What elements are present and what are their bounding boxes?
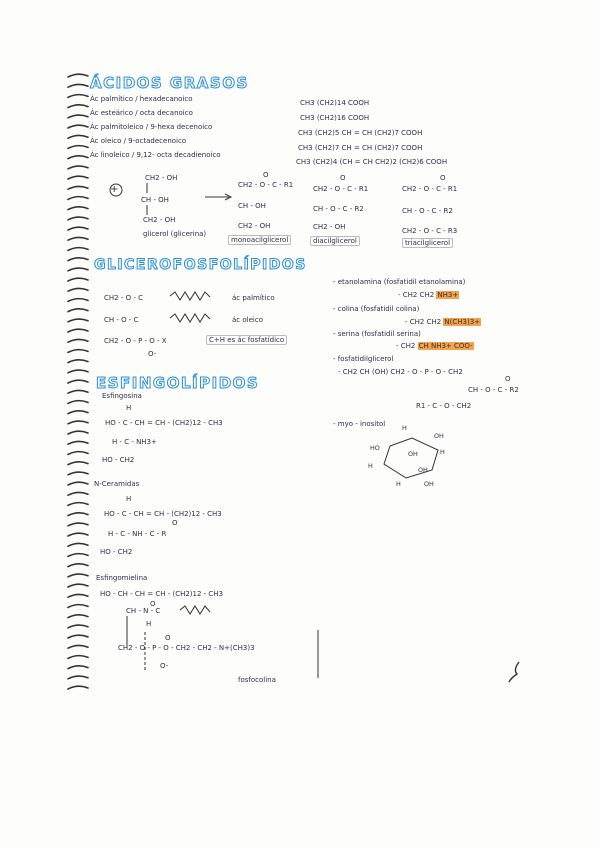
spiral-coil [68,166,88,169]
fatty-acid-formula: CH3 (CH2)7 CH = CH (CH2)7 COOH [298,144,423,152]
ring-atom: HO [370,444,380,452]
spiral-coil [68,248,88,251]
esfingomielina-row: O [150,600,156,608]
ceramidas-row: H [126,495,132,503]
fatty-acid-name: Ác esteárico / octa decanoico [90,109,193,117]
ring-atom: OH [408,450,418,458]
ceramidas-row: HO - CH2 [100,548,133,556]
spiral-coil [68,370,88,373]
esfingosina-row: H [126,404,132,412]
spiral-coil [68,105,88,108]
spiral-coil [68,533,88,536]
spiral-coil [68,676,88,679]
pg-tail: R1 - C - O - CH2 [416,402,472,410]
spiral-coil [68,146,88,149]
spiral-coil [68,472,88,475]
o-minus: O- [148,350,157,358]
spiral-coil [68,288,88,291]
spiral-coil [68,329,88,332]
spiral-coil [68,452,88,455]
spiral-coil [68,197,88,200]
bond-lines [145,183,149,217]
esfingosina-title: Esfingosina [102,392,142,400]
esfingomielina-row: CH - N - C [126,607,161,615]
spiral-coil [68,207,88,210]
x-group-formula: - CH2 CH (OH) CH2 - O - P - O - CH2 [338,368,463,376]
spiral-coil [68,554,88,557]
x-group-formula: - CH2 CH2 NH3+ [398,291,459,299]
spiral-coil [68,350,88,353]
pen-mark [505,660,525,684]
spiral-binding [66,70,92,700]
acyl-row: CH2 - OH [238,222,271,230]
reaction-arrow [205,193,233,201]
glycerol-row: CH - OH [141,196,169,204]
ceramidas-title: N-Ceramidas [94,480,140,488]
fatty-chains [170,291,220,331]
spiral-coil [68,309,88,312]
fatty-acid-name: Ác linoleico / 9,12- octa decadienoico [90,151,221,159]
esfingosina-row: HO - C - CH = CH - (CH2)12 - CH3 [105,419,223,427]
spiral-coil [68,237,88,240]
spiral-coil [68,421,88,424]
spiral-coil [68,615,88,618]
spiral-coil [68,431,88,434]
spiral-coil [68,176,88,179]
spiral-coil [68,503,88,506]
acyl-row: CH2 - O - C - R1 [313,185,369,193]
esfingosina-row: H - C - NH3+ [112,438,157,446]
spiral-coil [68,513,88,516]
ring-atom: OH [434,432,444,440]
x-group-label: - colina (fosfatidil colina) [333,305,420,313]
spiral-coil [68,523,88,526]
spiral-coil [68,268,88,271]
ceramidas-row: HO - C - CH = CH - (CH2)12 - CH3 [104,510,222,518]
spiral-coil [68,84,88,87]
x-group-label: - serina (fosfatidil serina) [333,330,421,338]
diacylglycerol-caption: diacilglicerol [310,236,360,246]
spiral-coil [68,492,88,495]
spiral-coil [68,574,88,577]
heading-acidos-grasos: ÁCIDOS GRASOS [90,74,249,92]
pg-tail: CH - O - C - R2 [468,386,519,394]
acyl-row: CH2 - O - C - R1 [402,185,458,193]
esfingosina-row: HO - CH2 [102,456,135,464]
fatty-acid-formula: CH3 (CH2)5 CH = CH (CH2)7 COOH [298,129,423,137]
label-palmitico: ác palmítico [232,294,275,302]
fatty-acid-formula: CH3 (CH2)16 COOH [300,114,370,122]
spiral-coil [68,635,88,638]
spiral-coil [68,258,88,261]
esfingomielina-row: HO - CH - CH = CH - (CH2)12 - CH3 [100,590,224,598]
spiral-coil [68,441,88,444]
ring-atom: H [368,462,373,470]
ring-atom: H [402,424,407,432]
spiral-coil [68,564,88,567]
triacylglycerol-caption: triacilglicerol [402,238,453,248]
glycerol-caption: glicerol (glicerina) [143,230,207,238]
spiral-coil [68,411,88,414]
acyl-row: CH2 - OH [313,223,346,231]
highlight: NH3+ [437,291,459,299]
x-group-formula: - CH2 CH NH3+ COO- [396,342,473,350]
fatty-acid-name: Ác oleico / 9-octadecenoico [90,137,187,145]
spiral-coil [68,95,88,98]
spiral-coil [68,74,88,77]
spiral-coil [68,390,88,393]
esfingomielina-row: O- [160,662,169,670]
spiral-coil [68,186,88,189]
spiral-coil [68,645,88,648]
heading-glicerofosfolipidos: GLICEROFOSFOLÍPIDOS [94,257,307,273]
acyl-row: CH - O - C - R2 [402,207,453,215]
spiral-coil [68,125,88,128]
heading-esfingolipidos: ESFINGOLÍPIDOS [96,374,260,392]
spiral-coil [68,656,88,659]
acyl-row: CH2 - O - C - R1 [238,181,294,189]
acyl-row: O [263,171,269,179]
spiral-coil [68,666,88,669]
spiral-coil [68,594,88,597]
spiral-coil [68,115,88,118]
x-group-label: - fosfatidilglicerol [333,355,394,363]
inositol-ring [376,430,456,490]
myo-inositol-label: - myo - inositol [333,420,386,428]
glycerol-row: CH2 - OH [145,174,178,182]
spiral-coil [68,625,88,628]
spiral-coil [68,319,88,322]
x-group-formula: - CH2 CH2 N(CH3)3+ [405,318,481,326]
spiral-coil [68,380,88,383]
fatty-acid-formula: CH3 (CH2)4 (CH = CH CH2)2 (CH2)6 COOH [296,158,448,166]
spiral-coil [68,227,88,230]
highlight: CH NH3+ COO- [418,342,473,350]
label-oleico: ác oleico [232,316,263,324]
monoacylglycerol-caption: monoacilglicerol [228,235,291,245]
esfingomielina-title: Esfingomielina [96,574,148,582]
spiral-coil [68,605,88,608]
spiral-coil [68,278,88,281]
bracket-lines [125,612,325,682]
spiral-coil [68,686,88,689]
ring-atom: OH [424,480,434,488]
spiral-coil [68,482,88,485]
glicero-row: CH - O - C [104,316,139,324]
glycerol-row: CH2 - OH [143,216,176,224]
x-group-label: - etanolamina (fosfatidil etanolamina) [333,278,466,286]
spiral-coil [68,543,88,546]
ring-atom: OH [418,466,428,474]
acyl-row: O [440,174,446,182]
highlight: N(CH3)3+ [444,318,481,326]
fatty-acid-name: Ác palmitoleico / 9-hexa decenoico [90,123,213,131]
acyl-row: CH - O - C - R2 [313,205,364,213]
ring-atom: H [440,448,445,456]
fatty-acid-name: Ác palmítico / hexadecanoico [90,95,193,103]
spiral-coil [68,462,88,465]
glicero-row: CH2 - O - C [104,294,143,302]
ceramidas-row: H - C - NH - C - R [108,530,167,538]
spiral-coil [68,156,88,159]
esfingomielina-row: H [146,620,152,628]
fosfocolina-caption: fosfocolina [238,676,276,684]
esfingomielina-row: CH2 - O - P - O - CH2 - CH2 - N+(CH3)3 [118,644,255,652]
pg-tail: O [505,375,511,383]
spiral-coil [68,401,88,404]
fatty-acid-formula: CH3 (CH2)14 COOH [300,99,370,107]
plus-sign: + [110,184,119,195]
spiral-coil [68,217,88,220]
glicero-row: CH2 - O - P - O - X [104,337,167,345]
spiral-coil [68,339,88,342]
label-fosfatidico: C+H es ác fosfatídico [206,335,287,345]
esfingomielina-row: O [165,634,171,642]
spiral-coil [68,360,88,363]
acyl-row: CH - OH [238,202,266,210]
ceramidas-row: O [172,519,178,527]
acyl-row: O [340,174,346,182]
acyl-row: CH2 - O - C - R3 [402,227,458,235]
spiral-coil [68,584,88,587]
ring-atom: H [396,480,401,488]
spiral-coil [68,299,88,302]
spiral-coil [68,135,88,138]
plus-circle [108,182,124,198]
